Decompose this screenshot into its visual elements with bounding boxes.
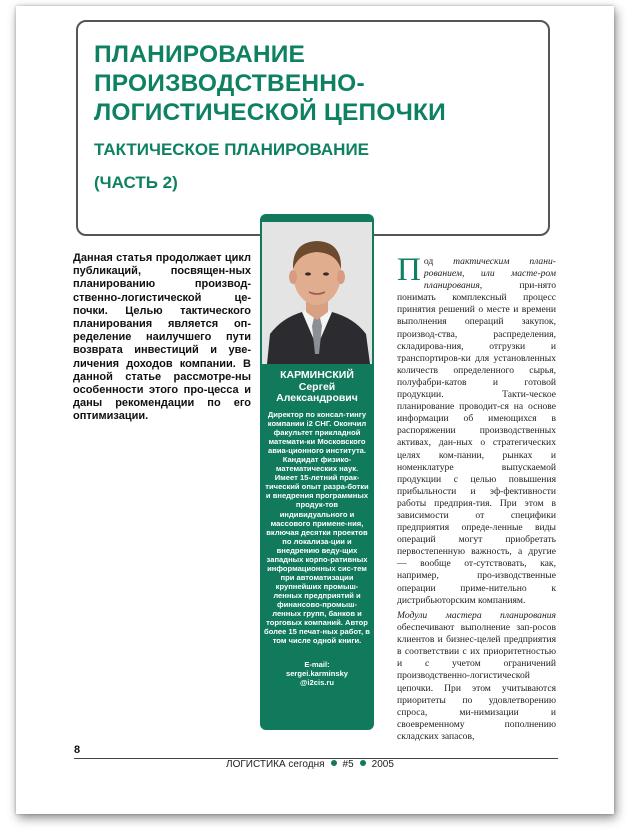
author-bio-panel xyxy=(260,214,374,730)
author-patronymic: Александрович xyxy=(276,392,358,404)
email-label: E-mail: xyxy=(304,660,330,669)
author-portrait-image xyxy=(262,222,372,364)
bullet-dot-icon xyxy=(360,760,366,766)
body-p2-term: Модули мастера планирования xyxy=(397,610,556,621)
lead-paragraph: Данная статья продолжает цикл публикаций, посвящен-ных планированию производ-ственно-логистической це-почки. Целью тактического планирования является оп-ределение наилучшего пути возврата инвестиций и уве-личения доходов компании. В данной статье рассмотре-ны особенности этого про-цесса и даны рекомендации по его оптимизации. xyxy=(73,252,251,423)
body-p2-rest: обеспечивают выполнение зап-росов клиентов и бизнес-целей предприятия в соответствии с их приоритетностью и с учетом ограничений производственно-логистической цепочки. При этом учитываются приоритеты по удовлетворению спроса, ми-нимизации и своевременному пополнению складских запасов, xyxy=(397,622,556,742)
title-box xyxy=(76,20,550,236)
body-paragraph-1 xyxy=(397,252,556,607)
author-photo xyxy=(262,222,372,364)
article-part: (ЧАСТЬ 2) xyxy=(94,173,178,192)
magazine-page xyxy=(16,6,614,814)
body-p1-term: тактическим плани-рованием, или масте-ром планирования, xyxy=(423,256,556,292)
email-address-line2[interactable]: @i2cis.ru xyxy=(300,678,334,688)
body-paragraph-2 xyxy=(397,610,556,743)
bullet-dot-icon xyxy=(331,760,337,766)
body-p1-rest: при-нято понимать комплексный процесс принятия решений о месте и времени выполнения операций закупок, производ-ства, распределения, складирова-ния, отгрузки и транспортиров-ки для установленных количеств определенного сырья, полуфабри-катов и готовой продукции. Такти-ческое планирование проводит-ся на основе информации об имеющихся в распоряжении производственных активах, дан-ных о стратегических целях ком-пании, рынках и номенклатуре выпускаемой продукции с целью повышения прибыльности и эф-фективности работы предприя-тия. При этом в зависимости от специфики предприятия опреде-ленные виды операций могут приобретать первостепенную важность, а другие — вообще от-сутствовать, как, например, про-изводственные операции приме-нительно к дистрибьюторским компаниям. xyxy=(397,280,556,606)
email-address-line1[interactable]: sergei.karminsky xyxy=(285,669,349,679)
author-contact xyxy=(260,660,374,687)
page-number: 8 xyxy=(74,744,81,756)
footer-magazine-name: ЛОГИСТИКА сегодня xyxy=(226,759,325,770)
article-subtitle: ТАКТИЧЕСКОЕ ПЛАНИРОВАНИЕ xyxy=(94,140,370,159)
article-title: ПЛАНИРОВАНИЕ ПРОИЗВОДСТВЕННО- ЛОГИСТИЧЕСКОЙ ЦЕПОЧКИ xyxy=(94,41,446,126)
author-bio: Директор по консал-тингу компании i2 СНГ. Окончил факультет прикладной математи-ки Московского авиа-ционного института. Кандидат физико-математических наук. Имеет 15-летний прак-тический опыт разра-ботки и внедрения программных продук-тов индивидуального и массового примене-ния, включая десятки проектов по локализа-ции и внедрению веду-щих западных корпо-ративных информационных сис-тем при автоматизации крупнейших промыш-ленных предприятий и финансово-промыш-ленных групп, банков и торговых компаний. Автор более 15 печат-ных работ, в том числе одной книги. xyxy=(264,410,370,646)
author-first-name: Сергей xyxy=(298,380,336,393)
footer-issue: #5 xyxy=(342,759,354,770)
author-name xyxy=(260,370,374,405)
body-p1-start: од xyxy=(423,256,454,267)
author-surname: КАРМИНСКИЙ xyxy=(280,369,354,381)
drop-cap: П xyxy=(397,252,421,288)
footer-magazine-info xyxy=(226,758,546,771)
footer-year: 2005 xyxy=(371,759,394,770)
